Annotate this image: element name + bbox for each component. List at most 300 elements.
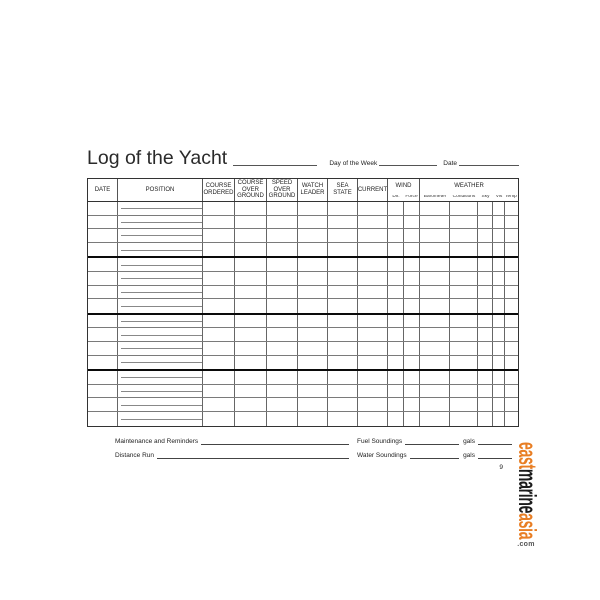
cell-cog	[235, 315, 267, 328]
cell-ss	[328, 272, 358, 285]
cell-force	[404, 272, 420, 285]
yacht-name-blank-line	[233, 165, 317, 166]
cell-bar	[420, 385, 450, 398]
cell-force	[404, 258, 420, 271]
log-row	[88, 356, 518, 370]
cell-position	[118, 258, 203, 271]
cell-sog	[267, 286, 298, 299]
water-soundings-blank-line	[410, 458, 459, 459]
cell-date	[88, 328, 118, 341]
cell-co	[203, 286, 235, 299]
cell-force	[404, 299, 420, 313]
watermark-east: east	[513, 442, 541, 469]
maintenance-blank-line	[201, 444, 349, 445]
water-gals-label: gals	[463, 452, 475, 459]
cell-cog	[235, 328, 267, 341]
cell-wl	[298, 272, 328, 285]
cell-cog	[235, 243, 267, 257]
cell-cur	[358, 229, 388, 242]
cell-temp	[505, 385, 518, 398]
column-header-watch-leader: WATCH LEADER	[298, 179, 328, 201]
cell-date	[88, 371, 118, 384]
log-row	[88, 286, 518, 300]
cell-bar	[420, 202, 450, 215]
cell-sky	[478, 328, 493, 341]
cell-date	[88, 299, 118, 313]
log-row	[88, 412, 518, 426]
fuel-soundings-blank-line	[405, 444, 459, 445]
cell-con	[450, 328, 478, 341]
position-midline	[121, 235, 202, 236]
cell-sog	[267, 272, 298, 285]
cell-vis	[493, 412, 505, 426]
cell-date	[88, 272, 118, 285]
cell-bar	[420, 398, 450, 411]
cell-co	[203, 202, 235, 215]
cell-vis	[493, 356, 505, 370]
cell-cog	[235, 258, 267, 271]
cell-temp	[505, 243, 518, 257]
cell-position	[118, 216, 203, 229]
cell-wl	[298, 356, 328, 370]
cell-cur	[358, 202, 388, 215]
cell-sog	[267, 216, 298, 229]
subcolumn-header-force: Force	[405, 195, 418, 200]
watermark-eastmarineasia	[514, 442, 539, 539]
position-midline	[121, 250, 202, 251]
maintenance-label: Maintenance and Reminders	[115, 438, 199, 445]
cell-wl	[298, 328, 328, 341]
cell-cur	[358, 258, 388, 271]
cell-cur	[358, 272, 388, 285]
cell-force	[404, 315, 420, 328]
cell-wl	[298, 385, 328, 398]
cell-vis	[493, 342, 505, 355]
cell-dir	[388, 328, 404, 341]
log-table	[87, 178, 519, 427]
cell-temp	[505, 229, 518, 242]
cell-sky	[478, 286, 493, 299]
cell-wl	[298, 229, 328, 242]
cell-con	[450, 202, 478, 215]
cell-vis	[493, 315, 505, 328]
page-title: Log of the Yacht	[87, 146, 228, 169]
log-row	[88, 243, 518, 257]
cell-vis	[493, 328, 505, 341]
position-midline	[121, 265, 202, 266]
cell-ss	[328, 412, 358, 426]
cell-ss	[328, 286, 358, 299]
cell-co	[203, 272, 235, 285]
subcolumn-header-conditions: Conditions	[452, 195, 476, 200]
cell-vis	[493, 299, 505, 313]
cell-temp	[505, 315, 518, 328]
cell-wl	[298, 371, 328, 384]
cell-con	[450, 398, 478, 411]
cell-con	[450, 371, 478, 384]
log-row	[88, 342, 518, 356]
row-group	[88, 371, 518, 425]
column-header-weather: WEATHER Barometer Conditions Sky Vis Temp	[420, 179, 518, 201]
cell-wl	[298, 258, 328, 271]
log-row	[88, 385, 518, 399]
cell-cog	[235, 356, 267, 370]
cell-bar	[420, 272, 450, 285]
column-header-date: DATE	[88, 179, 118, 201]
log-row	[88, 216, 518, 230]
day-of-week-label: Day of the Week	[329, 159, 378, 167]
cell-wl	[298, 299, 328, 313]
watermark-com-suffix: .com	[517, 541, 535, 548]
cell-bar	[420, 286, 450, 299]
cell-co	[203, 299, 235, 313]
cell-wl	[298, 286, 328, 299]
cell-temp	[505, 258, 518, 271]
cell-dir	[388, 216, 404, 229]
page-number: 9	[499, 463, 503, 471]
cell-date	[88, 385, 118, 398]
cell-co	[203, 328, 235, 341]
cell-dir	[388, 412, 404, 426]
column-header-course-over-ground: COURSE OVER GROUND	[235, 179, 267, 201]
cell-co	[203, 356, 235, 370]
cell-temp	[505, 202, 518, 215]
cell-position	[118, 315, 203, 328]
cell-sky	[478, 385, 493, 398]
cell-wl	[298, 342, 328, 355]
cell-date	[88, 202, 118, 215]
cell-con	[450, 342, 478, 355]
cell-date	[88, 356, 118, 370]
cell-sky	[478, 299, 493, 313]
cell-cur	[358, 412, 388, 426]
cell-wl	[298, 216, 328, 229]
cell-cur	[358, 216, 388, 229]
cell-cur	[358, 398, 388, 411]
cell-sog	[267, 385, 298, 398]
cell-date	[88, 342, 118, 355]
cell-ss	[328, 202, 358, 215]
cell-bar	[420, 315, 450, 328]
log-row	[88, 315, 518, 329]
cell-co	[203, 258, 235, 271]
cell-bar	[420, 229, 450, 242]
cell-position	[118, 342, 203, 355]
cell-date	[88, 258, 118, 271]
cell-sky	[478, 356, 493, 370]
cell-sog	[267, 356, 298, 370]
position-midline	[121, 348, 202, 349]
cell-ss	[328, 216, 358, 229]
water-soundings-label: Water Soundings	[357, 452, 407, 459]
cell-sky	[478, 315, 493, 328]
cell-ss	[328, 356, 358, 370]
cell-ss	[328, 299, 358, 313]
cell-bar	[420, 299, 450, 313]
cell-temp	[505, 371, 518, 384]
cell-cog	[235, 202, 267, 215]
cell-co	[203, 371, 235, 384]
cell-wl	[298, 412, 328, 426]
position-midline	[121, 405, 202, 406]
cell-vis	[493, 202, 505, 215]
cell-temp	[505, 299, 518, 313]
cell-co	[203, 315, 235, 328]
cell-ss	[328, 328, 358, 341]
log-row	[88, 202, 518, 216]
cell-sog	[267, 412, 298, 426]
cell-vis	[493, 286, 505, 299]
cell-wl	[298, 398, 328, 411]
subcolumn-header-sky: Sky	[481, 195, 490, 200]
position-midline	[121, 292, 202, 293]
subcolumn-header-temp: Temp	[505, 195, 517, 200]
cell-vis	[493, 258, 505, 271]
cell-position	[118, 229, 203, 242]
log-table-header	[88, 179, 518, 202]
cell-force	[404, 243, 420, 257]
water-gals-blank-line	[478, 458, 512, 459]
cell-temp	[505, 328, 518, 341]
cell-wl	[298, 202, 328, 215]
cell-ss	[328, 243, 358, 257]
cell-con	[450, 216, 478, 229]
cell-position	[118, 371, 203, 384]
cell-date	[88, 286, 118, 299]
cell-sog	[267, 371, 298, 384]
cell-cur	[358, 286, 388, 299]
cell-force	[404, 371, 420, 384]
column-header-sea-state: SEA STATE	[328, 179, 358, 201]
cell-cog	[235, 272, 267, 285]
cell-cog	[235, 371, 267, 384]
cell-sog	[267, 398, 298, 411]
row-group	[88, 202, 518, 258]
column-header-wind: WIND Dir. Force	[388, 179, 420, 201]
cell-bar	[420, 412, 450, 426]
position-midline	[121, 208, 202, 209]
cell-cog	[235, 216, 267, 229]
cell-sky	[478, 272, 493, 285]
cell-cog	[235, 229, 267, 242]
fuel-soundings-group	[357, 439, 512, 446]
cell-position	[118, 328, 203, 341]
wind-subheader-row	[388, 195, 419, 201]
cell-ss	[328, 315, 358, 328]
position-midline	[121, 278, 202, 279]
cell-dir	[388, 299, 404, 313]
cell-temp	[505, 412, 518, 426]
cell-cur	[358, 371, 388, 384]
cell-con	[450, 412, 478, 426]
cell-bar	[420, 258, 450, 271]
cell-sky	[478, 398, 493, 411]
cell-sog	[267, 342, 298, 355]
position-midline	[121, 362, 202, 363]
subcolumn-header-dir: Dir.	[392, 195, 400, 200]
column-header-position: POSITION	[118, 179, 203, 201]
log-row	[88, 272, 518, 286]
title-row	[87, 148, 519, 168]
cell-co	[203, 229, 235, 242]
cell-cog	[235, 398, 267, 411]
cell-con	[450, 356, 478, 370]
cell-temp	[505, 398, 518, 411]
cell-wl	[298, 243, 328, 257]
row-group	[88, 315, 518, 371]
water-soundings-group	[357, 453, 512, 460]
cell-con	[450, 258, 478, 271]
cell-dir	[388, 398, 404, 411]
column-header-course-ordered: COURSE ORDERED	[203, 179, 235, 201]
column-header-current: CURRENT	[358, 179, 388, 201]
cell-sky	[478, 258, 493, 271]
cell-dir	[388, 315, 404, 328]
cell-cog	[235, 342, 267, 355]
position-midline	[121, 335, 202, 336]
cell-ss	[328, 229, 358, 242]
cell-dir	[388, 243, 404, 257]
log-row	[88, 328, 518, 342]
cell-dir	[388, 342, 404, 355]
fuel-gals-label: gals	[463, 438, 475, 445]
cell-cog	[235, 299, 267, 313]
column-header-speed-over-ground: SPEED OVER GROUND	[267, 179, 298, 201]
cell-force	[404, 328, 420, 341]
cell-temp	[505, 356, 518, 370]
watermark-asia: asia	[513, 513, 541, 540]
cell-cog	[235, 286, 267, 299]
log-row	[88, 371, 518, 385]
cell-con	[450, 229, 478, 242]
cell-dir	[388, 272, 404, 285]
cell-sky	[478, 216, 493, 229]
cell-dir	[388, 356, 404, 370]
cell-force	[404, 216, 420, 229]
cell-co	[203, 342, 235, 355]
subcolumn-header-vis: Vis	[495, 195, 503, 200]
position-midline	[121, 306, 202, 307]
cell-con	[450, 272, 478, 285]
cell-ss	[328, 258, 358, 271]
cell-sog	[267, 229, 298, 242]
cell-force	[404, 342, 420, 355]
cell-vis	[493, 371, 505, 384]
cell-bar	[420, 356, 450, 370]
cell-force	[404, 229, 420, 242]
position-midline	[121, 391, 202, 392]
cell-con	[450, 315, 478, 328]
row-group	[88, 258, 518, 314]
cell-sog	[267, 328, 298, 341]
cell-position	[118, 202, 203, 215]
position-midline	[121, 321, 202, 322]
cell-sky	[478, 243, 493, 257]
date-blank-line	[459, 165, 519, 166]
cell-cur	[358, 356, 388, 370]
cell-vis	[493, 272, 505, 285]
cell-bar	[420, 371, 450, 384]
cell-sog	[267, 299, 298, 313]
log-row	[88, 258, 518, 272]
cell-date	[88, 398, 118, 411]
cell-dir	[388, 229, 404, 242]
cell-position	[118, 385, 203, 398]
cell-position	[118, 356, 203, 370]
cell-cur	[358, 315, 388, 328]
cell-bar	[420, 216, 450, 229]
cell-cur	[358, 299, 388, 313]
cell-position	[118, 299, 203, 313]
cell-force	[404, 398, 420, 411]
cell-position	[118, 243, 203, 257]
log-sheet	[87, 148, 519, 471]
cell-position	[118, 398, 203, 411]
cell-cur	[358, 385, 388, 398]
cell-con	[450, 243, 478, 257]
cell-con	[450, 385, 478, 398]
cell-temp	[505, 216, 518, 229]
cell-date	[88, 412, 118, 426]
cell-cur	[358, 328, 388, 341]
cell-bar	[420, 342, 450, 355]
footer-row-maintenance	[115, 437, 512, 446]
cell-position	[118, 272, 203, 285]
cell-cur	[358, 342, 388, 355]
cell-bar	[420, 328, 450, 341]
fuel-soundings-label: Fuel Soundings	[357, 438, 403, 445]
cell-date	[88, 216, 118, 229]
position-midline	[121, 377, 202, 378]
cell-con	[450, 286, 478, 299]
day-of-week-blank-line	[379, 165, 437, 166]
cell-force	[404, 385, 420, 398]
cell-sog	[267, 243, 298, 257]
cell-date	[88, 229, 118, 242]
cell-cur	[358, 243, 388, 257]
cell-ss	[328, 371, 358, 384]
cell-force	[404, 202, 420, 215]
cell-sky	[478, 202, 493, 215]
log-table-body	[88, 202, 518, 426]
cell-wl	[298, 315, 328, 328]
cell-vis	[493, 398, 505, 411]
log-row	[88, 299, 518, 313]
weather-subheader-row	[420, 195, 518, 201]
cell-dir	[388, 258, 404, 271]
cell-vis	[493, 243, 505, 257]
cell-force	[404, 286, 420, 299]
cell-con	[450, 299, 478, 313]
cell-co	[203, 243, 235, 257]
cell-date	[88, 243, 118, 257]
position-midline	[121, 222, 202, 223]
cell-temp	[505, 272, 518, 285]
cell-dir	[388, 202, 404, 215]
cell-cog	[235, 385, 267, 398]
cell-sky	[478, 412, 493, 426]
watermark-marine: marine	[513, 468, 541, 514]
cell-cog	[235, 412, 267, 426]
cell-position	[118, 412, 203, 426]
cell-sky	[478, 371, 493, 384]
cell-date	[88, 315, 118, 328]
cell-dir	[388, 385, 404, 398]
position-midline	[121, 419, 202, 420]
cell-sky	[478, 342, 493, 355]
cell-vis	[493, 385, 505, 398]
cell-bar	[420, 243, 450, 257]
